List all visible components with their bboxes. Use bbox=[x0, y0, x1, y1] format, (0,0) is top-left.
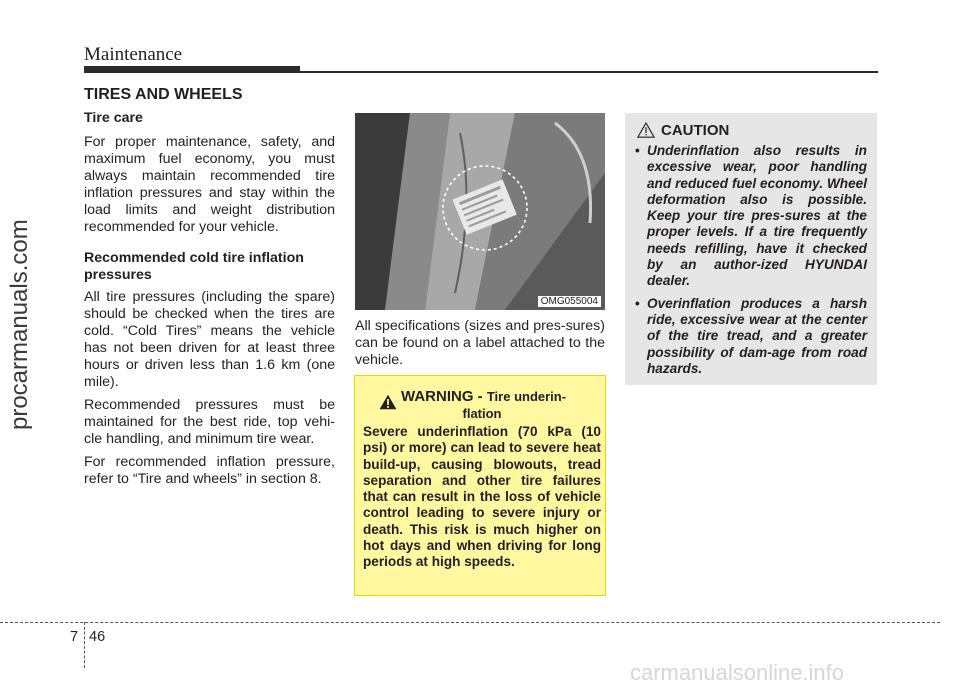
middle-column bbox=[355, 318, 605, 369]
caution-item-overinflation: • Overinflation produces a harsh ride, excessive wear at the center of the tire tread, and a greater possibility of dam-age from road hazards. bbox=[635, 295, 867, 376]
caution-item-underinflation: • Underinflation also results in excessive wear, poor handling and reduced fuel economy. Wheel deformation also is possible. Keep your tire pres-sures at the proper levels. If a tire frequently needs refilling, have it checked by an author-ized HYUNDAI dealer. bbox=[635, 143, 867, 289]
tire-care-text: For proper maintenance, safety, and maximum fuel economy, you must always maintain recommended tire inflation pressures and stay within the load limits and weight distribution recommended for your vehicle. bbox=[84, 134, 335, 235]
warning-box bbox=[354, 375, 606, 596]
section-title: TIRES AND WHEELS bbox=[84, 86, 243, 103]
caution-item-text: Underinflation also results in excessive wear, poor handling and reduced fuel economy. Wheel deformation also is possible. Keep your tire pres-sures at the proper levels. If a tire frequently needs refilling, have it checked by an author-ized HYUNDAI dealer. bbox=[647, 143, 867, 289]
caution-title: CAUTION bbox=[661, 122, 730, 139]
cold-pressure-para-2: Recommended pressures must be maintained for the best ride, top vehi-cle handling, and minimum tire wear. bbox=[84, 397, 335, 447]
caution-item-text: Overinflation produces a harsh ride, excessive wear at the center of the tire tread, and a greater possibility of dam-age from road hazards. bbox=[647, 295, 867, 376]
warning-label: WARNING - bbox=[401, 388, 483, 405]
page-number: 46 bbox=[89, 629, 106, 645]
warning-body: Severe underinflation (70 kPa (10 psi) or more) can lead to severe heat build-up, causing blowouts, tread separation and other tire failures that can result in the loss of vehicle control leading to severe injury or death. This risk is much higher on hot days and when driving for long periods at high speeds. bbox=[363, 424, 601, 570]
running-header: Maintenance bbox=[84, 44, 183, 65]
footer-rule bbox=[0, 622, 940, 623]
warning-subtitle-b: flation bbox=[462, 406, 502, 421]
header-bar bbox=[84, 66, 300, 73]
cold-pressure-para-3: For recommended inflation pressure, refer to “Tire and wheels” in section 8. bbox=[84, 454, 335, 487]
cold-pressure-heading: Recommended cold tire inflation pressures bbox=[84, 250, 304, 283]
tire-care-heading: Tire care bbox=[84, 110, 143, 126]
door-label-photo bbox=[355, 113, 605, 310]
caution-list bbox=[635, 143, 867, 383]
warning-subtitle-a: Tire underin- bbox=[486, 389, 567, 404]
left-column bbox=[84, 110, 335, 494]
door-jamb-illustration bbox=[355, 113, 605, 310]
footer-divider bbox=[84, 622, 85, 668]
caution-triangle-icon bbox=[637, 122, 655, 138]
caution-box bbox=[625, 113, 877, 385]
side-watermark: procarmanuals.com bbox=[6, 219, 33, 430]
warning-title bbox=[401, 388, 566, 405]
header-rule bbox=[300, 71, 878, 73]
chapter-number: 7 bbox=[70, 629, 79, 645]
cold-pressure-para-1: All tire pressures (including the spare) should be checked when the tires are cold. “Cold Tires” means the vehicle has not been driven for at least three hours or driven less than 1.6 km (one mile). bbox=[84, 289, 335, 390]
figure-code: OMG055004 bbox=[538, 296, 601, 307]
label-location-text: All specifications (sizes and pres-sures) can be found on a label attached to the vehicle. bbox=[355, 318, 605, 368]
bottom-watermark: carmanualsonline.info bbox=[630, 660, 845, 685]
